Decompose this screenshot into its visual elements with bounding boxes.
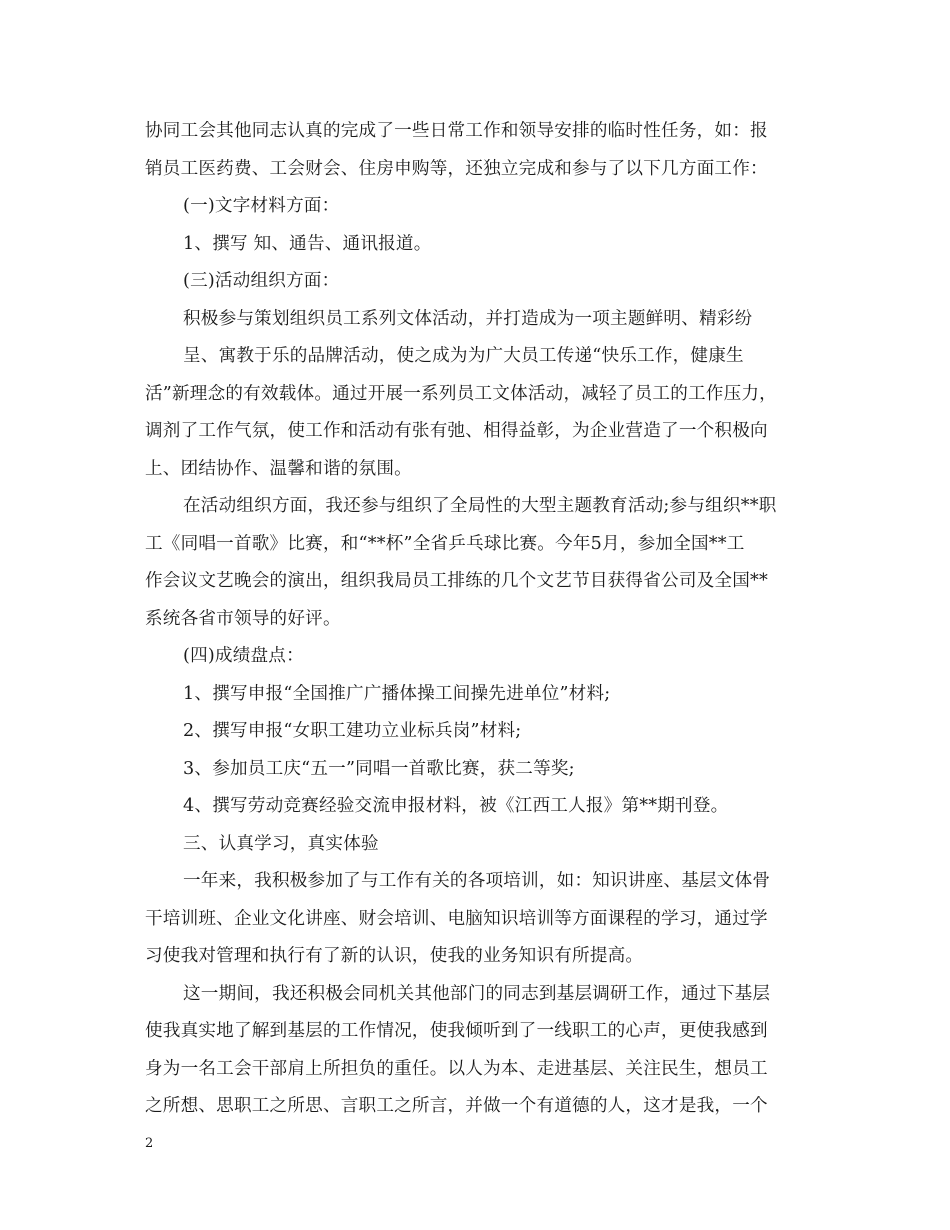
text-line: 干培训班、企业文化讲座、财会培训、电脑知识培训等方面课程的学习，通过学 xyxy=(145,909,768,929)
text-line: 工《同唱一首歌》比赛，和“**杯”全省乒乓球比赛。今年5月，参加全国**工 xyxy=(145,534,745,554)
text-line: 销员工医药费、工会财会、住房申购等，还独立完成和参与了以下几方面工作： xyxy=(145,159,768,179)
page-number: 2 xyxy=(145,1136,154,1151)
section-heading: (三)活动组织方面： xyxy=(183,271,340,291)
text-line: 活”新理念的有效载体。通过开展一系列员工文体活动，减轻了员工的工作压力， xyxy=(145,384,777,404)
list-item: 4、撰写劳动竞赛经验交流申报材料，被《江西工人报》第**期刊登。 xyxy=(183,796,729,816)
list-item: 2、撰写申报“女职工建功立业标兵岗”材料; xyxy=(183,721,522,741)
section-heading: 三、认真学习，真实体验 xyxy=(183,834,379,854)
section-heading: (一)文字材料方面： xyxy=(183,196,340,216)
text-line: 系统各省市领导的好评。 xyxy=(145,609,341,629)
list-item: 1、撰写 知、通告、通讯报道。 xyxy=(183,234,432,254)
text-line: 呈、寓教于乐的品牌活动，使之成为为广大员工传递“快乐工作，健康生 xyxy=(183,346,744,366)
text-line: 作会议文艺晚会的演出，组织我局员工排练的几个文艺节目获得省公司及全国** xyxy=(145,571,768,591)
text-line: 在活动组织方面，我还参与组织了全局性的大型主题教育活动;参与组织**职 xyxy=(183,496,777,516)
text-line: 习使我对管理和执行有了新的认识，使我的业务知识有所提高。 xyxy=(145,946,644,966)
text-line: 积极参与策划组织员工系列文体活动，并打造成为一项主题鲜明、精彩纷 xyxy=(183,309,753,329)
text-line: 一年来，我积极参加了与工作有关的各项培训，如：知识讲座、基层文体骨 xyxy=(183,871,771,891)
text-line: 这一期间，我还积极会同机关其他部门的同志到基层调研工作，通过下基层 xyxy=(183,984,771,1004)
text-line: 使我真实地了解到基层的工作情况，使我倾听到了一线职工的心声，更使我感到 xyxy=(145,1021,768,1041)
text-line: 之所想、思职工之所思、言职工之所言，并做一个有道德的人，这才是我，一个 xyxy=(145,1096,768,1116)
list-item: 1、撰写申报“全国推广广播体操工间操先进单位”材料; xyxy=(183,684,611,704)
section-heading: (四)成绩盘点： xyxy=(183,646,304,666)
text-line: 上、团结协作、温馨和谐的氛围。 xyxy=(145,459,412,479)
text-line: 协同工会其他同志认真的完成了一些日常工作和领导安排的临时性任务，如：报 xyxy=(145,121,768,141)
text-line: 调剂了工作气氛，使工作和活动有张有弛、相得益彰，为企业营造了一个积极向 xyxy=(145,421,768,441)
list-item: 3、参加员工庆“五一”同唱一首歌比赛，获二等奖; xyxy=(183,759,575,779)
text-line: 身为一名工会干部肩上所担负的重任。以人为本、走进基层、关注民生，想员工 xyxy=(145,1059,768,1079)
